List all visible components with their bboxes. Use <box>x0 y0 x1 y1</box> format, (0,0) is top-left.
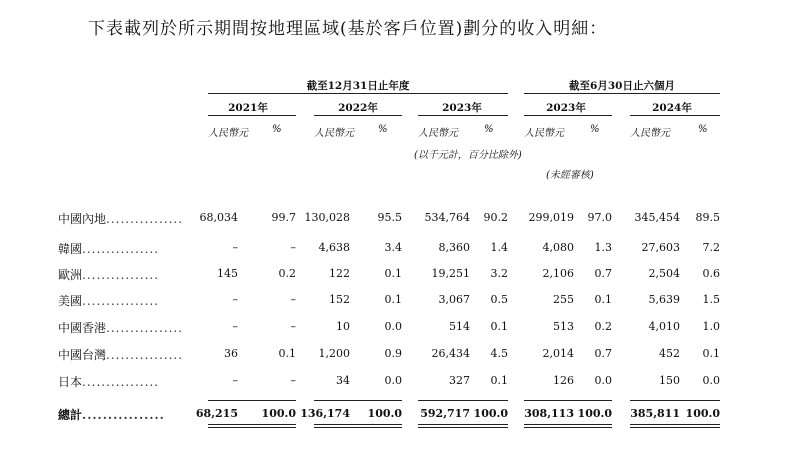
leader-dots: ................ <box>82 242 160 256</box>
year-header-2024-h1: 2024年 <box>652 102 692 114</box>
row-label-text: 歐洲 <box>58 268 83 282</box>
table-cell: 97.0 <box>587 211 612 224</box>
table-cell: 0.1 <box>490 374 508 387</box>
table-cell: 0.0 <box>702 374 720 387</box>
table-cell: 7.2 <box>702 241 720 254</box>
table-cell: 126 <box>553 374 574 387</box>
unit-rmb: 人民幣元 <box>524 128 564 139</box>
total-double-rule <box>524 427 612 428</box>
table-cell: 4,080 <box>542 241 574 254</box>
table-cell: 1.5 <box>702 293 720 306</box>
row-label-text: 韓國 <box>58 242 83 256</box>
table-cell: 130,028 <box>304 211 350 224</box>
unit-rmb: 人民幣元 <box>314 128 354 139</box>
row-label <box>58 373 159 390</box>
row-label-text: 中國內地 <box>58 212 107 226</box>
note-unaudited: (未經審核) <box>546 170 594 181</box>
table-cell: 4,010 <box>648 320 680 333</box>
leader-dots: ................ <box>82 294 160 308</box>
table-cell: 0.7 <box>594 267 612 280</box>
row-label <box>58 210 183 227</box>
table-cell: 345,454 <box>634 211 680 224</box>
table-cell: 2,014 <box>542 347 574 360</box>
row-label-text: 總計 <box>58 408 83 422</box>
unit-rmb: 人民幣元 <box>418 128 458 139</box>
table-cell: 514 <box>449 320 470 333</box>
table-cell: 152 <box>329 293 350 306</box>
leader-dots: ................ <box>82 268 160 282</box>
table-cell: 100.0 <box>473 407 508 420</box>
leader-dots: ................ <box>106 321 184 335</box>
table-cell: – <box>232 293 238 306</box>
table-cell: 299,019 <box>528 211 574 224</box>
table-cell: 0.6 <box>702 267 720 280</box>
table-cell: 1.0 <box>702 320 720 333</box>
table-cell: 36 <box>224 347 238 360</box>
group-header-halfyear: 截至6月30日止六個月 <box>569 80 675 92</box>
table-cell: 26,434 <box>431 347 470 360</box>
table-cell: 255 <box>553 293 574 306</box>
table-cell: 8,360 <box>438 241 470 254</box>
total-double-rule <box>208 427 296 428</box>
subtotal-rule <box>418 400 508 401</box>
table-cell: – <box>290 320 296 333</box>
year-header-2022: 2022年 <box>338 102 378 114</box>
table-cell: – <box>290 374 296 387</box>
year-header-2023-h1: 2023年 <box>546 102 586 114</box>
table-cell: – <box>232 241 238 254</box>
table-cell: 513 <box>553 320 574 333</box>
table-cell: 100.0 <box>367 407 402 420</box>
leader-dots: ................ <box>82 375 160 389</box>
group-header-year: 截至12月31日止年度 <box>306 80 410 92</box>
table-cell: 308,113 <box>524 407 574 420</box>
table-cell: 592,717 <box>420 407 470 420</box>
table-cell: 0.1 <box>490 320 508 333</box>
table-cell: 4,638 <box>318 241 350 254</box>
table-cell: 0.7 <box>594 347 612 360</box>
table-cell: – <box>232 374 238 387</box>
table-cell: 19,251 <box>431 267 470 280</box>
total-double-rule <box>418 427 508 428</box>
table-cell: 100.0 <box>577 407 612 420</box>
table-cell: 0.9 <box>384 347 402 360</box>
leader-dots: ................ <box>106 348 184 362</box>
table-cell: 327 <box>449 374 470 387</box>
table-cell: 0.1 <box>594 293 612 306</box>
table-cell: 0.1 <box>702 347 720 360</box>
table-cell: 1,200 <box>318 347 350 360</box>
year-rule-2024-h1 <box>630 115 720 116</box>
row-label <box>58 319 183 336</box>
year-rule-2023 <box>418 115 508 116</box>
row-label-text: 美國 <box>58 294 83 308</box>
table-cell: 3.2 <box>490 267 508 280</box>
row-label-text: 日本 <box>58 375 83 389</box>
row-label-text: 中國香港 <box>58 321 107 335</box>
table-cell: 95.5 <box>377 211 402 224</box>
total-double-rule <box>314 427 402 428</box>
group-rule-year <box>208 93 508 94</box>
subtotal-rule <box>630 400 720 401</box>
table-cell: 34 <box>336 374 350 387</box>
table-cell: 4.5 <box>490 347 508 360</box>
subtotal-rule <box>208 400 296 401</box>
total-double-rule <box>630 427 720 428</box>
total-double-rule <box>630 424 720 425</box>
table-cell: 5,639 <box>648 293 680 306</box>
total-double-rule <box>314 424 402 425</box>
group-rule-halfyear <box>524 93 720 94</box>
unit-pct: % <box>272 124 282 135</box>
table-cell: 0.5 <box>490 293 508 306</box>
table-cell: 452 <box>659 347 680 360</box>
table-cell: 0.2 <box>594 320 612 333</box>
table-cell: 27,603 <box>641 241 680 254</box>
table-cell: 145 <box>217 267 238 280</box>
total-double-rule <box>524 424 612 425</box>
table-cell: – <box>290 241 296 254</box>
table-cell: 0.0 <box>384 320 402 333</box>
table-cell: 68,215 <box>195 407 238 420</box>
table-cell: 0.0 <box>384 374 402 387</box>
unit-pct: % <box>378 124 388 135</box>
table-cell: 0.2 <box>278 267 296 280</box>
table-cell: 100.0 <box>685 407 720 420</box>
unit-rmb: 人民幣元 <box>630 128 670 139</box>
table-cell: 99.7 <box>271 211 296 224</box>
unit-rmb: 人民幣元 <box>208 128 248 139</box>
leader-dots: ................ <box>82 408 165 422</box>
intro-text: 下表載列於所示期間按地理區域(基於客戶位置)劃分的收入明細： <box>88 19 608 39</box>
unit-pct: % <box>590 124 600 135</box>
year-rule-2023-h1 <box>524 115 612 116</box>
table-cell: 534,764 <box>424 211 470 224</box>
table-cell: – <box>232 320 238 333</box>
table-cell: 136,174 <box>300 407 350 420</box>
table-cell: 0.1 <box>384 267 402 280</box>
leader-dots: ................ <box>106 212 184 226</box>
table-cell: 0.1 <box>278 347 296 360</box>
row-label <box>58 346 183 363</box>
row-label <box>58 292 159 309</box>
row-label <box>58 240 159 257</box>
table-cell: 3.4 <box>384 241 402 254</box>
table-cell: 1.4 <box>490 241 508 254</box>
table-cell: 68,034 <box>199 211 238 224</box>
unit-pct: % <box>484 124 494 135</box>
unit-pct: % <box>698 124 708 135</box>
table-cell: 90.2 <box>483 211 508 224</box>
row-label-text: 中國台灣 <box>58 348 107 362</box>
year-rule-2022 <box>314 115 402 116</box>
note-thousands: (以千元計，百分比除外) <box>414 150 522 161</box>
year-header-2021: 2021年 <box>228 102 268 114</box>
table-cell: 150 <box>659 374 680 387</box>
subtotal-rule <box>524 400 612 401</box>
table-cell: 3,067 <box>438 293 470 306</box>
total-double-rule <box>418 424 508 425</box>
table-cell: – <box>290 293 296 306</box>
total-double-rule <box>208 424 296 425</box>
table-cell: 2,106 <box>542 267 574 280</box>
table-cell: 10 <box>336 320 350 333</box>
table-cell: 0.1 <box>384 293 402 306</box>
table-cell: 1.3 <box>594 241 612 254</box>
table-cell: 89.5 <box>695 211 720 224</box>
subtotal-rule <box>314 400 402 401</box>
total-row-label <box>58 406 165 423</box>
year-rule-2021 <box>208 115 296 116</box>
year-header-2023: 2023年 <box>442 102 482 114</box>
table-cell: 0.0 <box>594 374 612 387</box>
table-cell: 122 <box>329 267 350 280</box>
row-label <box>58 266 159 283</box>
table-cell: 2,504 <box>648 267 680 280</box>
table-cell: 385,811 <box>630 407 680 420</box>
table-cell: 100.0 <box>261 407 296 420</box>
